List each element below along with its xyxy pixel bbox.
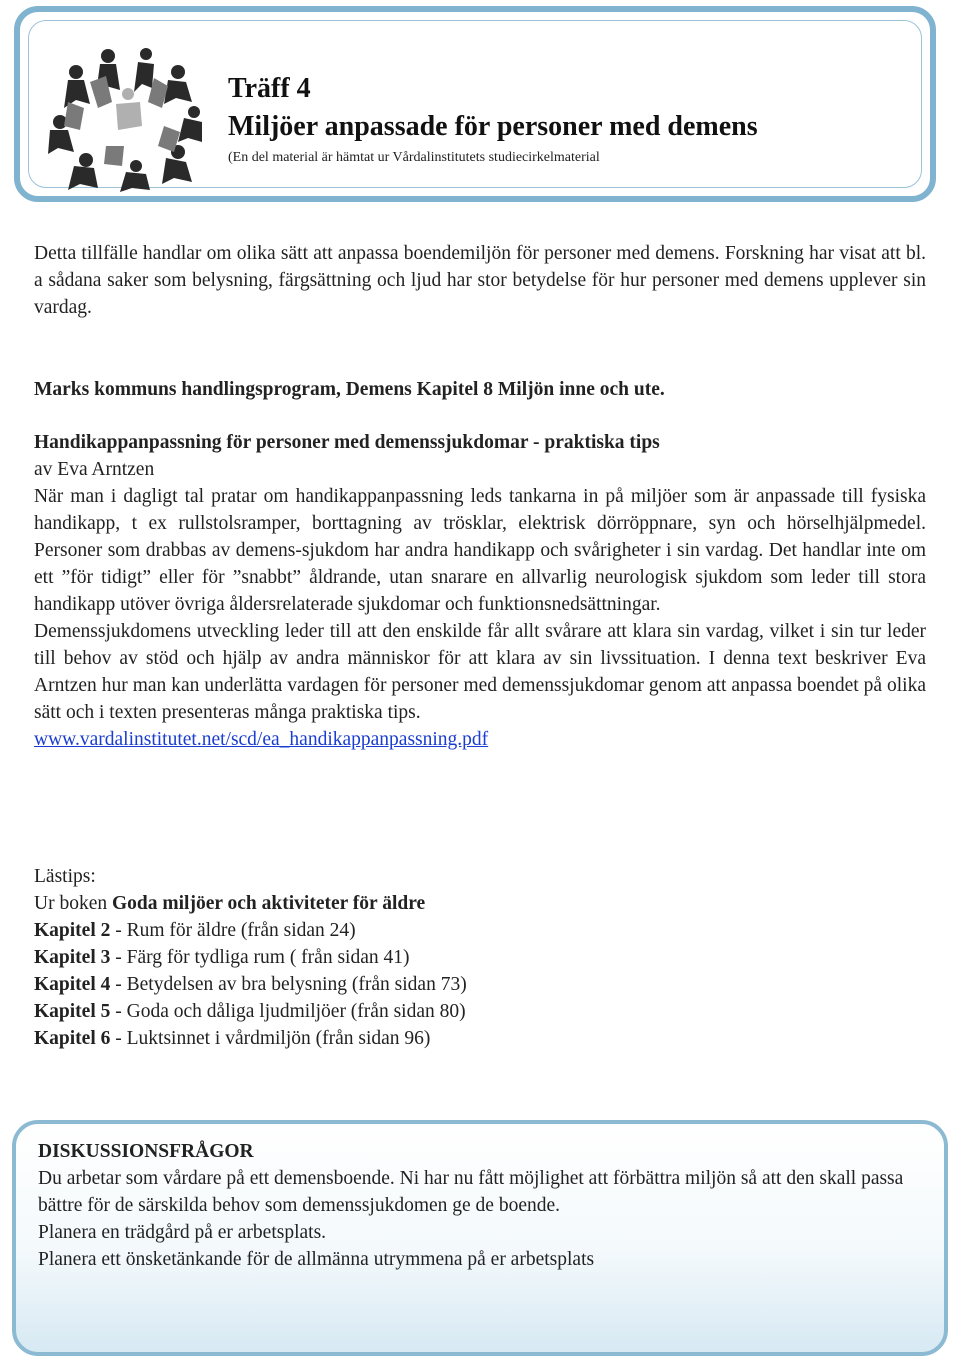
chapter-label: Kapitel 3 <box>34 947 111 968</box>
tips-book <box>34 890 926 917</box>
chapter-item <box>34 971 926 998</box>
discussion-question-1: Du arbetar som vårdare på ett demensboende. Ni har nu fått möjlighet att förbättra miljön så att den skall passa bättre för de särskilda behov som demenssjukdomen ge de boende. <box>38 1168 904 1216</box>
handikapp-paragraph-1: När man i dagligt tal pratar om handikappanpassning leds tankarna in på miljöer som är anpassade till fysiska handikapp, t ex rullstolsramper, borttagning av trösklar, elektrisk dörröppnare, syn och hörselhjälpmedel. Personer som drabbas av demens-sjukdom har andra handikapp och svårigheter i sin vardag. Det handlar inte om ett ”för tidigt” eller för ”snabbt” åldrande, utan snarare en allvarlig neurologisk sjukdom som leder till stora handikapp utöver övriga åldersrelaterade sjukdomar och funktionsnedsättningar. <box>34 486 926 615</box>
topic-title: Miljöer anpassade för personer med demens <box>228 111 758 142</box>
source-note: (En del material är hämtat ur Vårdalinstitutets studiecirkelmaterial <box>228 150 600 165</box>
chapter-label: Kapitel 5 <box>34 1001 111 1022</box>
intro-text: Detta tillfälle handlar om olika sätt att anpassa boendemiljön för personer med demens. Forskning har visat att bl. a sådana saker som belysning, färgsättning och ljud har stor betydelse för hur personer med demens upplever sin vardag. <box>34 243 926 318</box>
header-box <box>14 6 936 202</box>
intro-paragraph <box>34 240 926 321</box>
chapter-label: Kapitel 2 <box>34 920 111 941</box>
chapter-item <box>34 917 926 944</box>
people-circle-logo <box>46 42 210 192</box>
chapter-text: - Färg för tydliga rum ( från sidan 41) <box>110 947 410 968</box>
header-titles <box>228 70 758 166</box>
discussion-heading: DISKUSSIONSFRÅGOR <box>38 1141 254 1162</box>
handikapp-link[interactable]: www.vardalinstitutet.net/scd/ea_handikappanpassning.pdf <box>34 729 489 750</box>
book-title: Goda miljöer och aktiviteter för äldre <box>111 893 426 914</box>
reading-tips <box>34 863 926 1052</box>
meeting-title: Träff 4 <box>228 73 311 104</box>
book-prefix: Ur boken <box>34 893 112 914</box>
chapter-text: - Luktsinnet i vårdmiljön (från sidan 96) <box>110 1028 431 1049</box>
handikapp-heading: Handikappanpassning för personer med demenssjukdomar - praktiska tips <box>34 432 660 453</box>
marks-heading: Marks kommuns handlingsprogram, Demens Kapitel 8 Miljön inne och ute. <box>34 379 665 400</box>
chapter-label: Kapitel 4 <box>34 974 111 995</box>
chapter-text: - Rum för äldre (från sidan 24) <box>110 920 356 941</box>
chapter-label: Kapitel 6 <box>34 1028 111 1049</box>
discussion-question-3: Planera ett önsketänkande för de allmänna utrymmena på er arbetsplats <box>38 1249 595 1270</box>
chapter-text: - Betydelsen av bra belysning (från sidan 73) <box>110 974 467 995</box>
discussion-question-2: Planera en trädgård på er arbetsplats. <box>38 1222 327 1243</box>
handikapp-author: av Eva Arntzen <box>34 459 155 480</box>
tips-label: Lästips: <box>34 866 96 887</box>
chapter-item <box>34 944 926 971</box>
discussion-content <box>38 1138 932 1273</box>
handikapp-paragraph-2: Demenssjukdomens utveckling leder till att den enskilde får allt svårare att klara sin vardag, vilket i sin tur leder till behov av stöd och hjälp av andra människor för att klara av sin livssituation. I denna text beskriver Eva Arntzen hur man kan underlätta vardagen för personer med demenssjukdomar genom att anpassa boendet på olika sätt och i texten presenteras många praktiska tips. <box>34 621 926 723</box>
discussion-box <box>12 1120 948 1356</box>
chapter-item <box>34 1025 926 1052</box>
chapter-text: - Goda och dåliga ljudmiljöer (från sidan 80) <box>110 1001 466 1022</box>
chapter-item <box>34 998 926 1025</box>
handikapp-section <box>34 429 926 753</box>
